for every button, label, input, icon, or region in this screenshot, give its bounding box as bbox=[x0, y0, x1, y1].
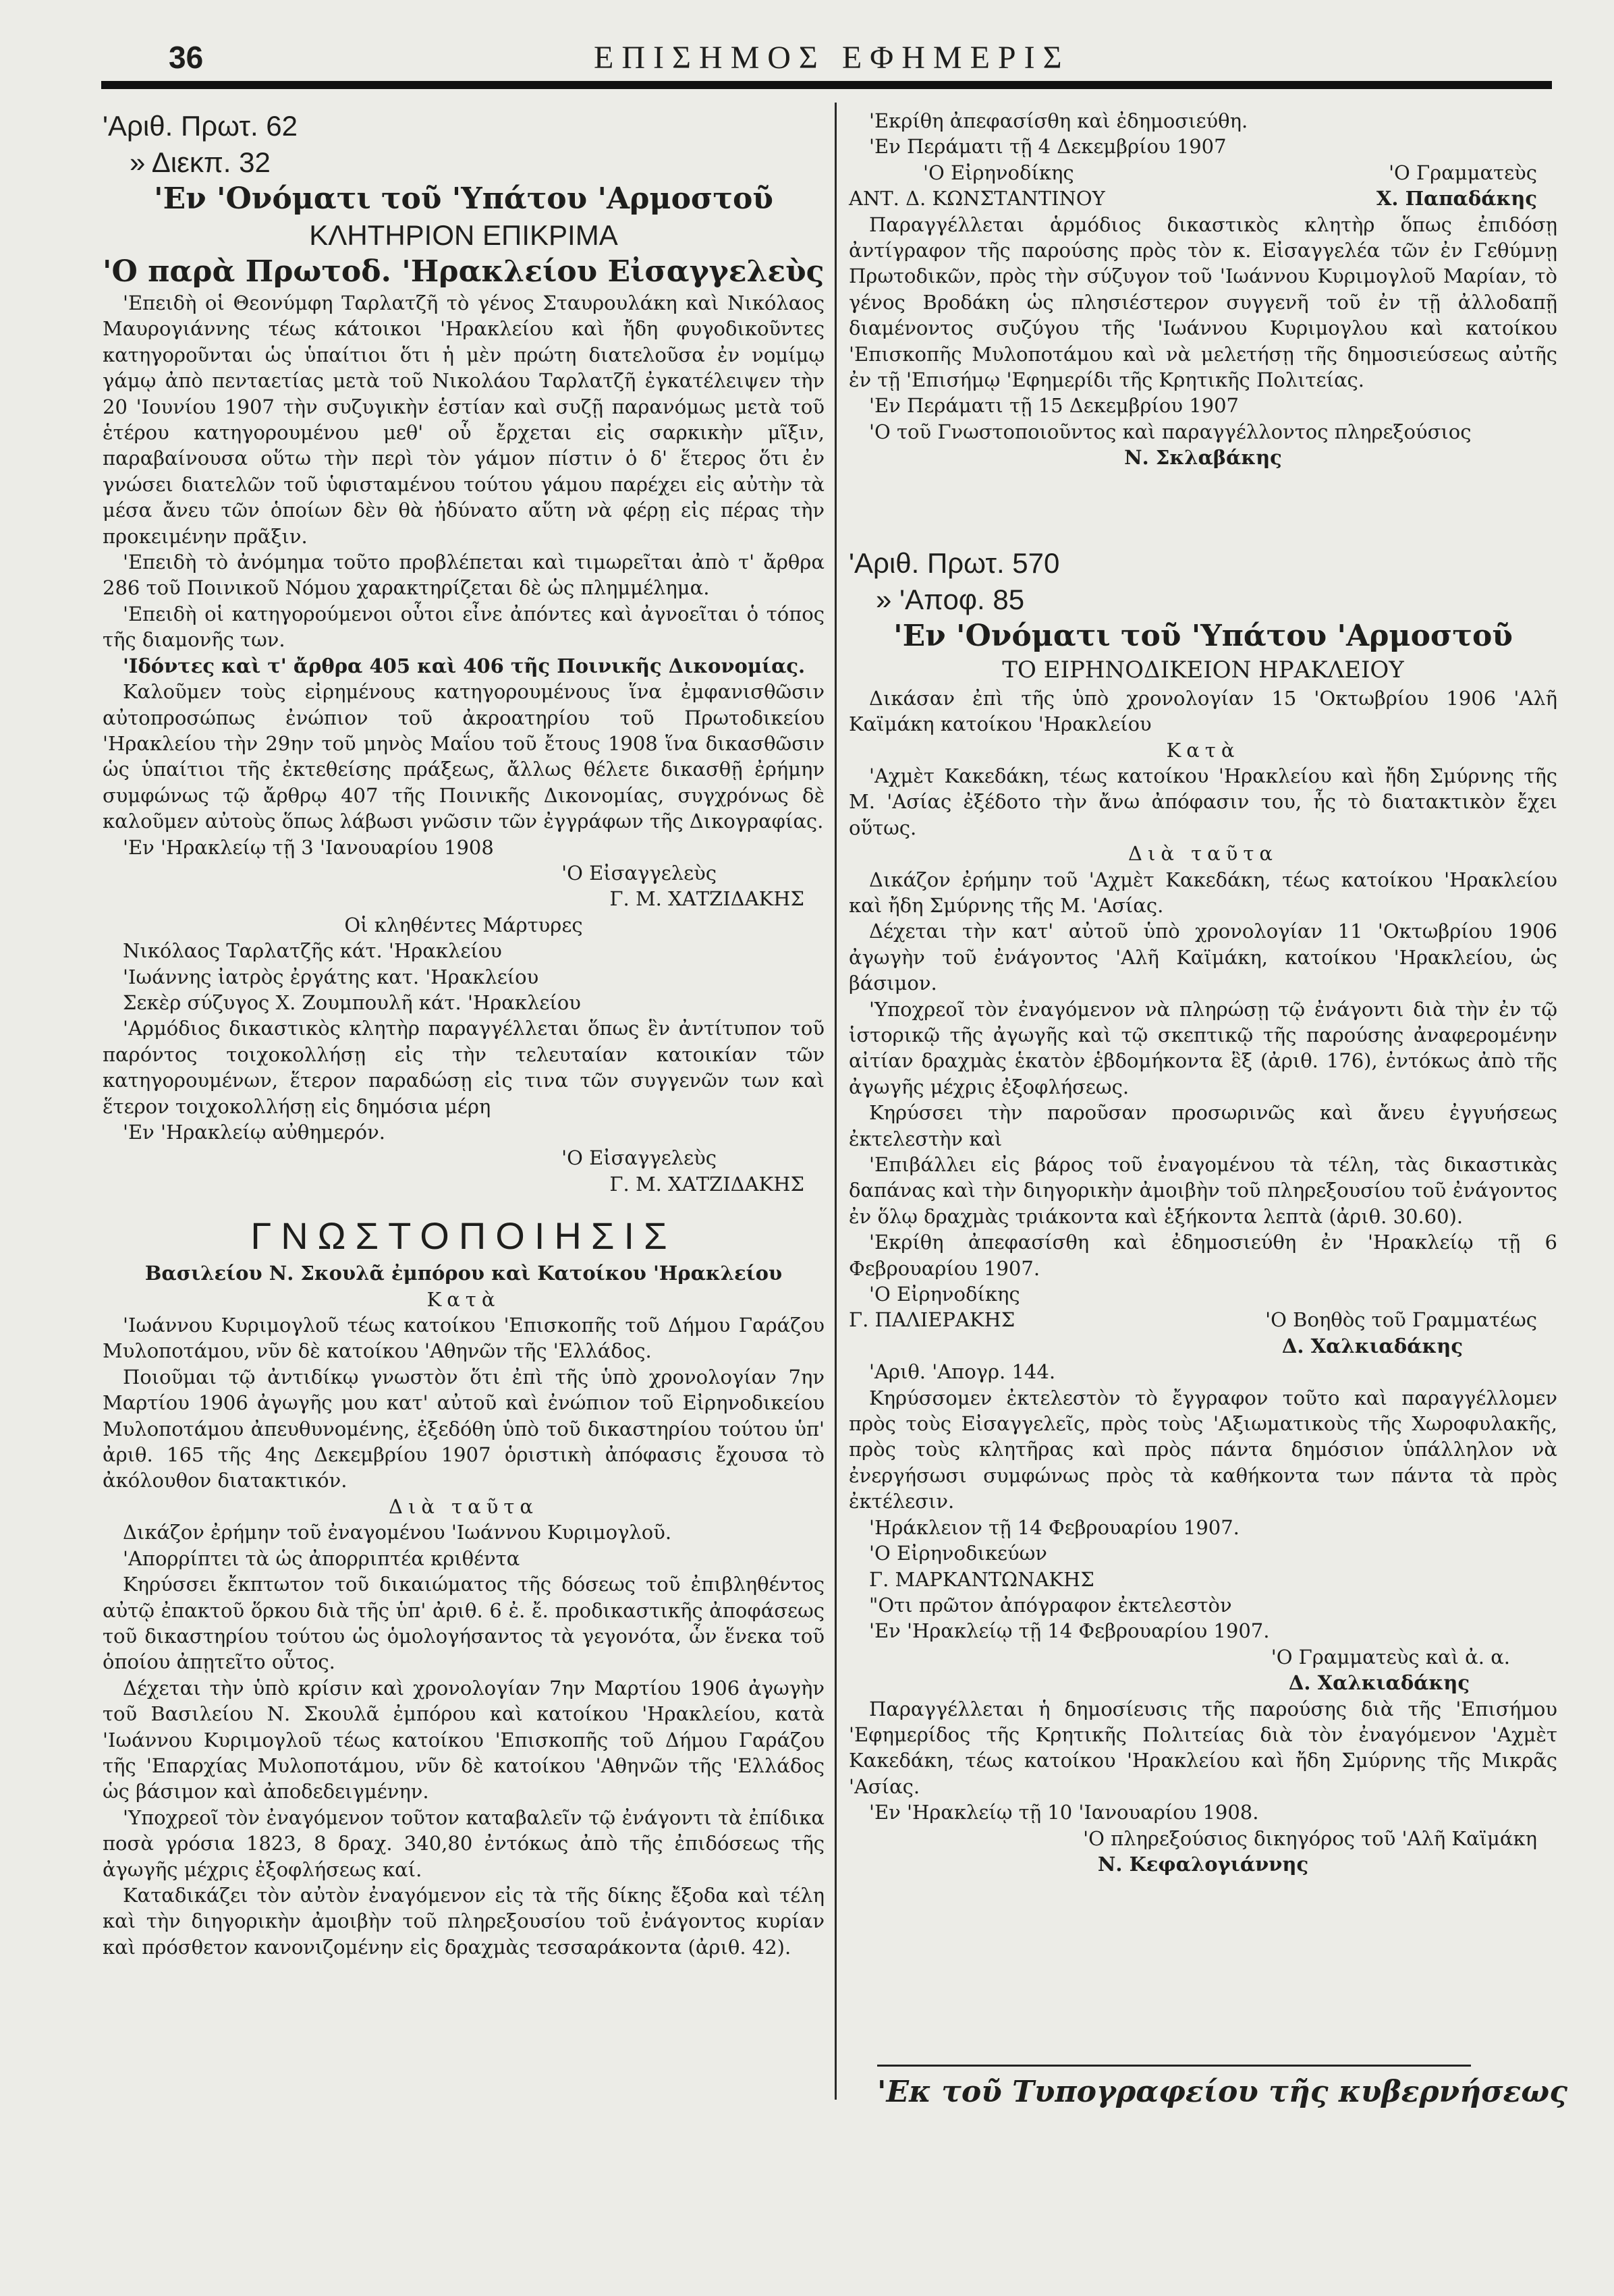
signature-title: 'Ο Εἰσαγγελεὺς bbox=[561, 1146, 717, 1170]
against-label: Κατὰ bbox=[1166, 738, 1240, 762]
paragraph: 'Ιωάννου Κυριμογλοῦ τέως κατοίκου 'Επισκοπῆς τοῦ Δήμου Γαράζου Μυλοποτάμου, νῦν δὲ κατοίκου 'Αθηνῶν τῆς 'Ελλάδος. bbox=[103, 1314, 825, 1363]
paragraph: 'Εκρίθη ἀπεφασίσθη καὶ ἐδημοσιεύθη ἐν 'Ηρακλείῳ τῇ 6 Φεβρουαρίου 1907. bbox=[849, 1231, 1557, 1280]
column-divider bbox=[835, 103, 837, 2100]
paragraph: 'Επειδὴ οἱ κατηγορούμενοι οὗτοι εἶνε ἀπόντες καὶ ἀγνοεῖται ὁ τόπος τῆς διαμονῆς των. bbox=[103, 602, 825, 652]
paragraph: 'Υποχρεοῖ τὸν ἐναγόμενον τοῦτον καταβαλεῖν τῷ ἐνάγοντι τὰ ἐπίδικα ποσὰ γρόσια 1823, 8 δραχ. 340,80 ἐντόκως ἀπὸ τῆς ἐπιδόσεως τῆς ἀγωγῆς μέχρις ἐξοφλήσεως καί. bbox=[103, 1805, 825, 1881]
paragraph: Καταδικάζει τὸν αὐτὸν ἐναγόμενον εἰς τὰ τῆς δίκης ἔξοδα καὶ τέλη καὶ τὴν διηγορικὴν ἀμοιβὴν τοῦ πληρεξουσίου τοῦ ἐνάγοντος κυρίαν καὶ πρόσθετον κανονιζομένην εἰς δραχμὰς τεσσαράκοντα (ἀριθ. 42). bbox=[103, 1883, 825, 1959]
page-number: 36 bbox=[169, 40, 204, 75]
signature-title: 'Ο Εἰρηνοδίκης bbox=[923, 161, 1074, 184]
paragraph: 'Ιδόντες καὶ τ' ἄρθρα 405 καὶ 406 τῆς Ποινικῆς Δικονομίας. bbox=[123, 654, 806, 677]
signature-name: Χ. Παπαδάκης bbox=[1376, 187, 1537, 211]
paragraph: 'Επιβάλλει εἰς βάρος τοῦ ἐναγομένου τὰ τέλη, τὰς δικαστικὰς δαπάνας καὶ τὴν διηγορικὴν ἀμοιβὴν τοῦ πληρεξουσίου τοῦ ἐνάγοντος ἐν ὅλῳ δραχμὰς τριάκοντα καὶ ἑξήκοντα λεπτὰ (ἀριθ. 30.60). bbox=[849, 1153, 1557, 1228]
signature-title: 'Ο Γραμματεὺς bbox=[1389, 161, 1537, 184]
signature-name: Δ. Χαλκιαδάκης bbox=[1281, 1334, 1463, 1357]
signature-title: 'Ο Εἰρηνοδίκης bbox=[869, 1283, 1020, 1306]
paragraph: 'Εκρίθη ἀπεφασίσθη καὶ ἐδημοσιεύθη. bbox=[869, 109, 1248, 132]
against-label: Κατὰ bbox=[426, 1287, 501, 1311]
signature-title: 'Ο Γραμματεὺς καὶ ἀ. α. bbox=[1271, 1645, 1510, 1669]
left-column bbox=[103, 108, 825, 1960]
decision-number: » 'Αποφ. 85 bbox=[876, 583, 1025, 615]
paragraph: 'Υποχρεοῖ τὸν ἐναγόμενον νὰ πληρώσῃ τῷ ἐνάγοντι διὰ τὴν ἐν τῷ ἱστορικῷ τῆς ἀγωγῆς καὶ τῷ σκεπτικῷ τῆς παρούσης ἀναφερομένην αἰτίαν δραχμὰς ἑκατὸν ἑβδομήκοντα ἓξ (ἀριθ. 176), ἐντόκως ἀπὸ τῆς ἀγωγῆς μέχρις ἐξοφλήσεως. bbox=[849, 997, 1557, 1098]
signature-title: 'Ο Εἰσαγγελεὺς bbox=[561, 861, 717, 885]
paragraph: Κηρύσσει ἔκπτωτον τοῦ δικαιώματος τῆς δόσεως τοῦ ἐπιβληθέντος αὐτῷ ἐπακτοῦ ὅρκου διὰ τῆς ὑπ' ἀριθ. 6 ἐ. ἔ. προδικαστικῆς ἀποφάσεως τοῦ δικαστηρίου τούτου ὡς ὁμολογήσαντος τὰ γεγονότα, ὧν ἕνεκα τοῦ ὁποίου ἀπῃτεῖτο οὗτος. bbox=[103, 1573, 825, 1674]
date-line: 'Ηράκλειον τῇ 14 Φεβρουαρίου 1907. bbox=[869, 1515, 1240, 1539]
date-line: 'Εν 'Ηρακλείῳ τῇ 3 'Ιανουαρίου 1908 bbox=[123, 835, 494, 859]
footer-rule bbox=[877, 2065, 1471, 2067]
date-line: 'Εν Περάματι τῇ 4 Δεκεμβρίου 1907 bbox=[869, 135, 1227, 159]
summons-title: ΚΛΗΤΗΡΙΟΝ ΕΠΙΚΡΙΜΑ bbox=[309, 219, 618, 251]
signature-name: Δ. Χαλκιαδάκης bbox=[1288, 1671, 1470, 1695]
invocation: 'Εν 'Ονόματι τοῦ 'Υπάτου 'Αρμοστοῦ bbox=[154, 181, 773, 216]
witness: Σεκὲρ σύζυγος Χ. Ζουμπουλῆ κάτ. 'Ηρακλείου bbox=[123, 990, 581, 1014]
paragraph: 'Επειδὴ οἱ Θεονύμφη Ταρλατζῆ τὸ γένος Σταυρουλάκη καὶ Νικόλαος Μαυρογιάννης τέως κάτοικοι 'Ηρακλείου καὶ ἤδη φυγοδικοῦντες κατηγοροῦνται ὡς ὑπαίτιοι ὅτι ἡ μὲν πρώτη διατελοῦσα ἐν νομίμῳ γάμῳ ἀπὸ πενταετίας μετὰ τοῦ Νικολάου Ταρλατζῆ ἐγκατέλειψεν τὴν 20 'Ιουνίου 1907 τὴν συζυγικὴν ἑστίαν καὶ συζῇ παρανόμως μετὰ τοῦ ἑτέρου κατηγορουμένου μεθ' οὗ ἔρχεται εἰς σαρκικὴν μῖξιν, παραβαίνουσα οὕτω τὴν περὶ τὸν γάμον πίστιν ὁ δ' ἕτερος ὅτι ἐν γνώσει διατελῶν τοῦ ὑφισταμένου τούτου γάμου παρέχει εἰς αὐτὴν τὰ μέσα ἄνευ τῶν ὁποίων δὲν θὰ ἠδύνατο αὕτη νὰ φέρῃ εἰς πέρας τὴν προκειμένην πρᾶξιν. bbox=[103, 291, 825, 548]
paragraph: Δικάσαν ἐπὶ τῆς ὑπὸ χρονολογίαν 15 'Οκτωβρίου 1906 'Αλῆ Καϊμάκη κατοίκου 'Ηρακλείου bbox=[849, 686, 1557, 736]
signature-row bbox=[849, 1307, 1557, 1333]
dispatch-number: » Διεκπ. 32 bbox=[130, 146, 271, 178]
paragraph: Παραγγέλλεται ἁρμόδιος δικαστικὸς κλητὴρ ὅπως ἐπιδόσῃ ἀντίγραφον τῆς παρούσης πρὸς τὸν κ. Εἰσαγγελέα τῶν ἐν Γεθύμνῃ Πρωτοδικῶν, πρὸς τὴν σύζυγον τοῦ 'Ιωάννου Κυριμογλοῦ Μαρίαν, τὸ γένος Βροδάκη ὡς πλησιέστερον συγγενῆ τοῦ ἐν τῇ ἀλλοδαπῇ διαμένοντος συζύγου τῆς 'Ιωάννου Κυριμογλου καὶ κατοίκου 'Επισκοπῆς Μυλοποτάμου καὶ νὰ μελετήσῃ τῆς δημοσιεύσεως αὐτῆς ἐν τῇ 'Επισήμῳ 'Εφημερίδι τῆς Κρητικῆς Πολιτείας. bbox=[849, 213, 1557, 392]
witnesses-heading: Οἱ κληθέντες Μάρτυρες bbox=[344, 913, 583, 936]
paragraph: Δέχεται τὴν ὑπὸ κρίσιν καὶ χρονολογίαν 7ην Μαρτίου 1906 ἀγωγὴν τοῦ Βασιλείου Ν. Σκουλᾶ ἐμπόρου καὶ κατοίκου 'Ηρακλείου, κατὰ 'Ιωάννου Κυριμογλοῦ τέως κατοίκου 'Επισκοπῆς τοῦ Δήμου Γαράζου τῆς 'Επαρχίας Μυλοποτάμου, νῦν δὲ κατοίκου 'Αθηνῶν τῆς 'Ελλάδος ὡς βάσιμον καὶ ἀποδεδειγμένην. bbox=[103, 1676, 825, 1803]
paragraph: Κηρύσσει τὴν παροῦσαν προσωρινῶς καὶ ἄνευ ἐγγυήσεως ἐκτελεστὴν καὶ bbox=[849, 1101, 1557, 1150]
prosecutor-heading: 'Ο παρὰ Πρωτοδ. 'Ηρακλείου Εἰσαγγελεὺς bbox=[103, 254, 825, 289]
header-rule bbox=[101, 81, 1552, 89]
date-line: 'Εν Περάματι τῇ 15 Δεκεμβρίου 1907 bbox=[869, 394, 1240, 418]
signature-name: Γ. Μ. ΧΑΤΖΙΔΑΚΗΣ bbox=[609, 1172, 804, 1196]
paragraph: Δικάζον ἐρήμην τοῦ 'Αχμὲτ Κακεδάκη, τέως κατοίκου 'Ηρακλείου καὶ ἤδη Σμύρνης τῆς Μ. 'Ασίας. bbox=[849, 868, 1557, 917]
signature-name: Ν. Σκλαβάκης bbox=[1124, 446, 1282, 470]
paragraph: Δέχεται τὴν κατ' αὐτοῦ ὑπὸ χρονολογίαν 11 'Οκτωβρίου 1906 ἀγωγὴν τοῦ ἐνάγοντος 'Αλῆ Καϊμάκη, κατοίκου 'Ηρακλείου, ὡς βάσιμον. bbox=[849, 920, 1557, 995]
date-line: 'Εν 'Ηρακλείῳ τῇ 14 Φεβρουαρίου 1907. bbox=[869, 1619, 1270, 1643]
signature-row bbox=[849, 186, 1557, 211]
signature-name: Ν. Κεφαλογιάννης bbox=[1097, 1852, 1309, 1876]
paragraph: 'Ο τοῦ Γνωστοποιοῦντος καὶ παραγγέλλοντος πληρεξούσιος bbox=[869, 420, 1472, 443]
notice-party: Βασιλείου Ν. Σκουλᾶ ἐμπόρου καὶ Κατοίκου 'Ηρακλείου bbox=[144, 1262, 783, 1285]
for-these-reasons: Διὰ ταῦτα bbox=[1128, 842, 1278, 866]
witness: 'Ιωάννης ἰατρὸς ἐργάτης κατ. 'Ηρακλείου bbox=[123, 965, 539, 988]
paragraph: Δικάζον ἐρήμην τοῦ ἐναγομένου 'Ιωάννου Κυριμογλοῦ. bbox=[123, 1521, 672, 1544]
paragraph: 'Επειδὴ τὸ ἀνόμημα τοῦτο προβλέπεται καὶ τιμωρεῖται ἀπὸ τ' ἄρθρα 286 τοῦ Ποινικοῦ Νόμου χαρακτηρίζεται δὲ ὡς πλημμέλημα. bbox=[103, 551, 825, 600]
signature-title: 'Ο πληρεξούσιος δικηγόρος τοῦ 'Αλῆ Καϊμάκη bbox=[1083, 1826, 1537, 1850]
court-name: ΤΟ ΕΙΡΗΝΟΔΙΚΕΙΟΝ ΗΡΑΚΛΕΙΟΥ bbox=[1002, 656, 1404, 683]
witness: Νικόλαος Ταρλατζῆς κάτ. 'Ηρακλείου bbox=[123, 939, 502, 963]
paragraph: Κηρύσσομεν ἐκτελεστὸν τὸ ἔγγραφον τοῦτο καὶ παραγγέλλομεν πρὸς τοὺς Εἰσαγγελεῖς, πρὸς τοὺς 'Αξιωματικοὺς τῆς Χωροφυλακῆς, πρὸς τοὺς κλητῆρας καὶ πρὸς πάντα δημόσιον ὑπάλληλον νὰ ἐνεργήσωσι συμφώνως πρὸς τὰ καθήκοντα των πάντα τὰ πρὸς ἐκτέλεσιν. bbox=[849, 1386, 1557, 1513]
right-column bbox=[849, 108, 1557, 1877]
paragraph: Παραγγέλλεται ἡ δημοσίευσις τῆς παρούσης διὰ τῆς 'Επισήμου 'Εφημερίδος τῆς Κρητικῆς Πολιτείας διὰ τὸν ἐναγόμενον 'Αχμὲτ Κακεδάκη, τέως κατοίκου 'Ηρακλείου καὶ ἤδη Σμύρνης τῆς Μικρᾶς 'Ασίας. bbox=[849, 1697, 1557, 1798]
notice-title: ΓΝΩΣΤΟΠΟΙΗΣΙΣ bbox=[250, 1214, 677, 1258]
paragraph: Ποιοῦμαι τῷ ἀντιδίκῳ γνωστὸν ὅτι ἐπὶ τῆς ὑπὸ χρονολογίαν 7ην Μαρτίου 1906 ἀγωγῆς μου κατ' αὐτοῦ καὶ ἐνώπιον τοῦ Εἰρηνοδικείου Μυλοποτάμου ἀπευθυνομένης, ἐξεδόθη ὑπὸ τοῦ δικαστηρίου τούτου ὑπ' ἀριθ. 165 τῆς 4ης Δεκεμβρίου 1907 ὁριστικὴ ἀπόφασις ἔχουσα τὸ ἀκόλουθον διατακτικόν. bbox=[103, 1365, 825, 1492]
for-these-reasons: Διὰ ταῦτα bbox=[389, 1494, 538, 1518]
protocol-number: 'Αριθ. Πρωτ. 570 bbox=[849, 547, 1060, 579]
registry-number: 'Αριθ. 'Απογρ. 144. bbox=[869, 1360, 1056, 1384]
gazette-title: ΕΠΙΣΗΜΟΣ ΕΦΗΜΕΡΙΣ bbox=[594, 40, 1070, 76]
page-header bbox=[0, 34, 1614, 98]
signature-title: 'Ο Εἰρηνοδικεύων bbox=[869, 1542, 1047, 1565]
paragraph: 'Αρμόδιος δικαστικὸς κλητὴρ παραγγέλλεται ὅπως ἓν ἀντίτυπον τοῦ παρόντος τοιχοκολλήσῃ εἰς τὴν τελευταίαν κατοικίαν τῶν κατηγορουμένων, ἕτερον παραδώσῃ εἰς τινα τῶν συγγενῶν των καὶ ἕτερον τοιχοκολλήσῃ εἰς δημόσια μέρη bbox=[103, 1017, 825, 1118]
paragraph: Καλοῦμεν τοὺς εἰρημένους κατηγορουμένους ἵνα ἐμφανισθῶσιν αὐτοπροσώπως ἐνώπιον τοῦ ἀκροατηρίου τοῦ Πρωτοδικείου 'Ηρακλείου τὴν 29ην τοῦ μηνὸς Μαΐου τοῦ ἔτους 1908 ἵνα δικασθῶσιν ὡς ὑπαίτιοι τῆς ἐκτεθείσης πράξεως, ἄλλως θέλετε δικασθῇ ἐρήμην συμφώνως τῷ ἄρθρῳ 407 τῆς Ποινικῆς Δικονομίας, συγχρόνως δὲ καλοῦμεν αὐτοὺς ὅπως λάβωσι γνῶσιν τῶν ἐγγράφων τῆς Δικογραφίας. bbox=[103, 680, 825, 833]
date-line: 'Εν 'Ηρακλείῳ τῇ 10 'Ιανουαρίου 1908. bbox=[869, 1801, 1259, 1824]
signature-name: Γ. Μ. ΧΑΤΖΙΔΑΚΗΣ bbox=[609, 887, 804, 911]
paragraph: 'Αχμὲτ Κακεδάκη, τέως κατοίκου 'Ηρακλείου καὶ ἤδη Σμύρνης τῆς Μ. 'Ασίας ἐξέδοτο τὴν ἄνω ἀπόφασιν του, ἧς τὸ διατακτικὸν ἔχει οὕτως. bbox=[849, 764, 1557, 839]
paragraph: "Οτι πρῶτον ἀπόγραφον ἐκτελεστὸν bbox=[869, 1593, 1232, 1617]
signature-name: ΑΝΤ. Δ. ΚΩΝΣΤΑΝΤΙΝΟΥ bbox=[849, 187, 1105, 211]
protocol-number: 'Αριθ. Πρωτ. 62 bbox=[103, 110, 298, 142]
paragraph: 'Απορρίπτει τὰ ὡς ἀπορριπτέα κριθέντα bbox=[123, 1546, 520, 1570]
signature-name: Γ. ΠΑΛΙΕΡΑΚΗΣ bbox=[849, 1308, 1015, 1332]
invocation: 'Εν 'Ονόματι τοῦ 'Υπάτου 'Αρμοστοῦ bbox=[893, 618, 1513, 653]
signature-name: Γ. ΜΑΡΚΑΝΤΩΝΑΚΗΣ bbox=[869, 1567, 1094, 1591]
signature-row bbox=[849, 160, 1557, 186]
printer-imprint: 'Εκ τοῦ Τυπογραφείου τῆς κυβερνήσεως bbox=[877, 2075, 1567, 2109]
signature-title: 'Ο Βοηθὸς τοῦ Γραμματέως bbox=[1265, 1308, 1537, 1332]
date-line: 'Εν 'Ηρακλείῳ αὐθημερόν. bbox=[123, 1121, 385, 1144]
